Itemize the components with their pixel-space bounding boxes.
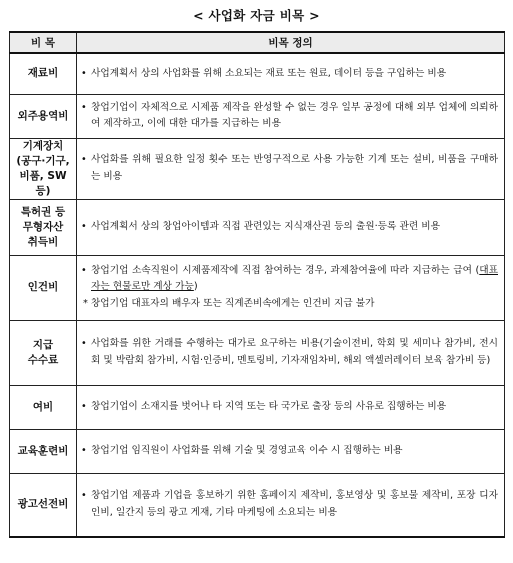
category-cell: 광고선전비	[10, 473, 77, 537]
category-cell	[10, 199, 77, 255]
category-line: 지급	[32, 338, 54, 351]
category-cell: 인건비	[10, 255, 77, 320]
definition-cell	[77, 53, 505, 94]
definition-cell	[77, 429, 505, 473]
table-row	[10, 53, 505, 94]
definition-text: 창업기업이 자체적으로 시제품 제작을 완성할 수 없는 경우 일부 공정에 대해 외부 업체에 의뢰하여 제작하고, 이에 대한 대가를 지급하는 비용	[91, 101, 498, 129]
bullet-mark: •	[81, 444, 87, 456]
table-row	[10, 255, 505, 320]
category-line: 무형자산	[22, 220, 64, 233]
table-title: < 사업화 자금 비목 >	[193, 8, 320, 23]
category-cell: 외주용역비	[10, 94, 77, 138]
bullet-mark: •	[81, 101, 87, 113]
bullet-mark: •	[81, 490, 87, 502]
table-row	[10, 385, 505, 429]
bullet-mark: •	[81, 220, 87, 232]
definition-cell	[77, 385, 505, 429]
definition-text: 창업기업이 소재지를 벗어나 타 지역 또는 타 국가로 출장 등의 사유로 집행하는 비용	[91, 400, 447, 412]
bullet-mark: •	[81, 338, 87, 349]
category-line: 비품, SW 등)	[19, 169, 67, 197]
bullet-mark: •	[81, 264, 87, 276]
bullet-mark: •	[81, 154, 87, 165]
bullet-mark: •	[81, 67, 87, 79]
category-line: 수수료	[27, 353, 59, 366]
header-definition: 비목 정의	[77, 32, 505, 53]
category-line: 기계장치	[22, 139, 64, 152]
header-row	[10, 32, 505, 53]
header-category: 비 목	[10, 32, 77, 53]
category-line: (공구·기구,	[16, 154, 70, 167]
table-row	[10, 473, 505, 537]
category-cell: 교육훈련비	[10, 429, 77, 473]
table-row	[10, 320, 505, 385]
table-row	[10, 429, 505, 473]
definition-cell	[77, 94, 505, 138]
category-cell	[10, 138, 77, 199]
table-row	[10, 199, 505, 255]
definition-cell	[77, 255, 505, 320]
definition-cell	[77, 199, 505, 255]
definition-cell	[77, 320, 505, 385]
category-cell: 여비	[10, 385, 77, 429]
category-cell: 재료비	[10, 53, 77, 94]
definition-text-part: )	[193, 281, 198, 293]
definition-text: 창업기업 제품과 기업을 홍보하기 위한 홈페이지 제작비, 홍보영상 및 홍보물 제작비, 포장 디자인비, 일간지 등의 광고 게재, 기타 마케팅에 소요되는 비용	[91, 490, 498, 518]
expense-category-table	[9, 31, 505, 538]
emphasis-underline: 대표자는 현물로만 계상 가능	[91, 264, 498, 293]
definition-text: 사업화를 위한 거래를 수행하는 대가로 요구하는 비용(기술이전비, 학회 및 세미나 참가비, 전시회 및 박람회 참가비, 시험·인증비, 멘토링비, 기자재임차비, 해외 액셀러레이터 보육 참가비 등)	[91, 338, 498, 366]
definition-text: 사업화를 위해 필요한 일정 횟수 또는 반영구적으로 사용 가능한 기계 또는 설비, 비품을 구매하는 비용	[91, 154, 498, 182]
table-row	[10, 138, 505, 199]
definition-cell	[77, 473, 505, 537]
definition-text: 창업기업 임직원이 사업화를 위해 기술 및 경영교육 이수 시 집행하는 비용	[91, 444, 403, 456]
definition-text	[91, 263, 498, 296]
definition-text: 사업계획서 상의 창업아이템과 직접 관련있는 지식재산권 등의 출원·등록 관련 비용	[91, 220, 440, 232]
footnote-text: * 창업기업 대표자의 배우자 또는 직계존비속에게는 인건비 지급 불가	[83, 297, 375, 309]
bullet-mark: •	[81, 400, 87, 412]
category-line: 취득비	[27, 235, 59, 248]
definition-cell	[77, 138, 505, 199]
category-cell	[10, 320, 77, 385]
definition-text: 사업계획서 상의 사업화를 위해 소요되는 재료 또는 원료, 데이터 등을 구입하는 비용	[91, 67, 447, 79]
definition-text-part: 창업기업 소속직원이 시제품제작에 직접 참여하는 경우, 과제참여율에 따라 지급하는 급여 (	[91, 264, 480, 276]
table-row	[10, 94, 505, 138]
category-line: 특허권 등	[20, 205, 66, 218]
